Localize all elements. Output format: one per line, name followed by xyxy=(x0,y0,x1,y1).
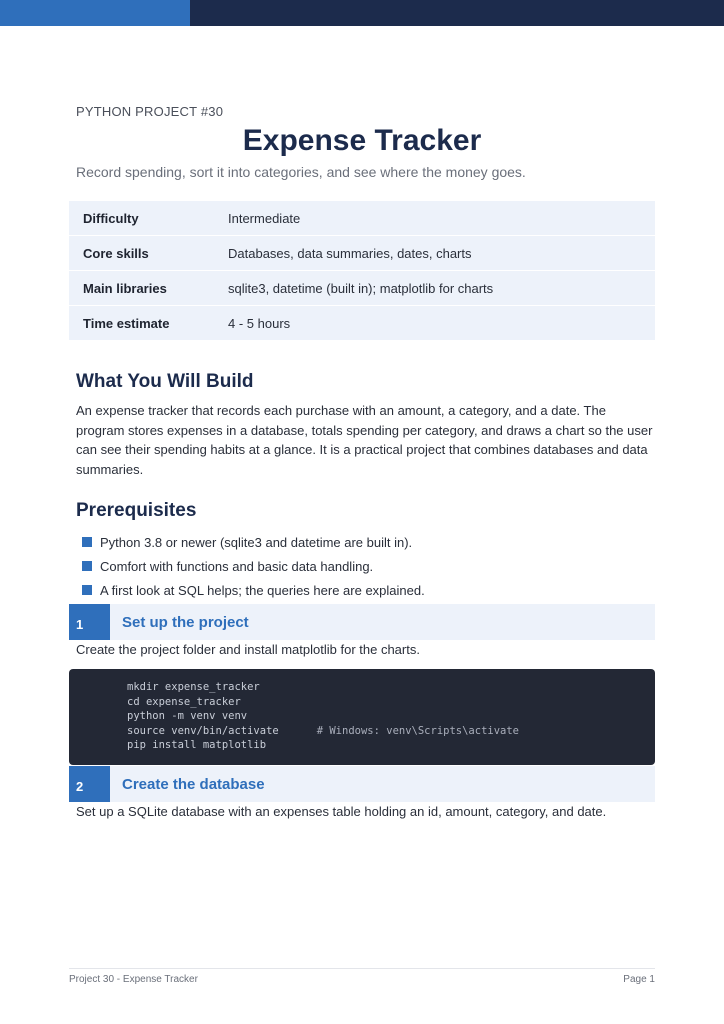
list-item-text: Python 3.8 or newer (sqlite3 and datetime are built in). xyxy=(100,534,413,550)
step-header-1 xyxy=(69,604,655,640)
code-line: cd expense_tracker xyxy=(127,695,241,708)
info-value: 4 - 5 hours xyxy=(228,315,291,331)
info-row-core-skills xyxy=(69,236,655,271)
step-text-2: Set up a SQLite database with an expenses table holding an id, amount, category, and date. xyxy=(76,804,607,819)
code-line: mkdir expense_tracker xyxy=(127,681,260,693)
info-key: Time estimate xyxy=(83,315,170,331)
list-item-text: A first look at SQL helps; the queries here are explained. xyxy=(100,582,425,598)
info-key: Main libraries xyxy=(83,280,167,296)
top-banner-accent xyxy=(0,0,190,26)
footer-page-number: Page 1 xyxy=(623,974,655,985)
project-overline: PYTHON PROJECT #30 xyxy=(76,104,224,119)
footer-project-label: Project 30 - Expense Tracker xyxy=(69,974,198,985)
section-text-build: An expense tracker that records each purchase with an amount, a category, and a date. The program stores expenses in a database, totals spending per category, and draws a chart so the user can see their spending habits at a glance. It is a practical project that combines databases and data summaries. xyxy=(76,403,653,477)
list-item-text: Comfort with functions and basic data handling. xyxy=(100,558,374,574)
square-bullet-icon xyxy=(82,585,92,595)
info-value: Intermediate xyxy=(228,210,301,226)
page-title: Expense Tracker xyxy=(242,124,482,157)
info-value: sqlite3, datetime (built in); matplotlib for charts xyxy=(228,280,494,296)
info-key: Core skills xyxy=(83,245,149,261)
step-title: Create the database xyxy=(122,776,265,793)
info-row-difficulty xyxy=(69,201,655,236)
code-block xyxy=(69,669,655,765)
step-header-2 xyxy=(69,766,655,802)
step-text-1: Create the project folder and install matplotlib for the charts. xyxy=(76,642,420,657)
code-line: pip install matplotlib xyxy=(127,739,267,751)
list-item xyxy=(82,530,662,554)
project-info-table xyxy=(69,201,655,340)
info-row-main-libraries xyxy=(69,271,655,306)
list-item xyxy=(82,578,662,602)
section-heading-prerequisites: Prerequisites xyxy=(76,500,197,521)
section-heading-build: What You Will Build xyxy=(76,371,254,392)
step-title: Set up the project xyxy=(122,614,249,631)
code-comment: # Windows: venv\Scripts\activate xyxy=(316,724,520,737)
page-subtitle: Record spending, sort it into categories, and see where the money goes. xyxy=(76,164,526,180)
list-item xyxy=(82,554,662,578)
square-bullet-icon xyxy=(82,537,92,547)
info-value: Databases, data summaries, dates, charts xyxy=(228,245,472,261)
step-number: 1 xyxy=(69,604,110,640)
code-line-with-comment xyxy=(127,725,655,740)
square-bullet-icon xyxy=(82,561,92,571)
code-line: python -m venv venv xyxy=(127,710,248,722)
prerequisites-list xyxy=(82,530,662,602)
code-command: source venv/bin/activate xyxy=(127,724,279,737)
info-row-time-estimate xyxy=(69,306,655,340)
top-banner xyxy=(0,0,724,26)
step-number: 2 xyxy=(69,766,110,802)
footer-divider xyxy=(69,968,655,969)
info-key: Difficulty xyxy=(83,210,139,226)
